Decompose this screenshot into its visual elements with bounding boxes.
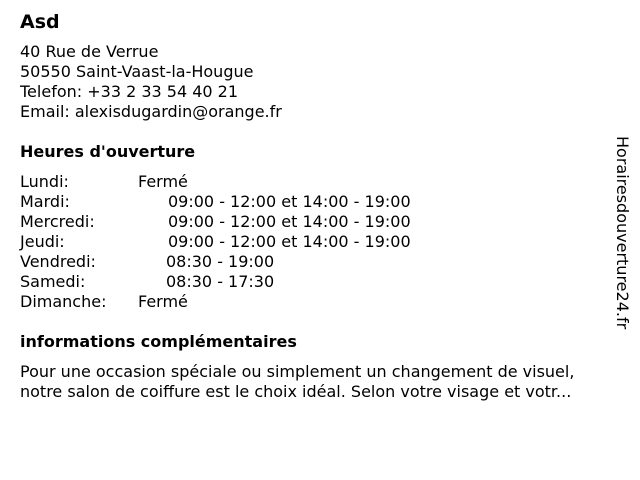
additional-info-text [20,362,620,402]
hours-row-sunday [20,292,620,312]
time-value: Fermé [138,292,188,311]
business-name: Asd [20,11,60,33]
address-city: 50550 Saint-Vaast-la-Hougue [20,62,254,81]
business-card [20,10,620,402]
time-value: 08:30 - 19:00 [166,252,275,271]
day-label: Mardi: [20,192,70,211]
email-line: Email: alexisdugardin@orange.fr [20,102,282,121]
phone-line: Telefon: +33 2 33 54 40 21 [20,82,239,101]
time-value: 09:00 - 12:00 et 14:00 - 19:00 [168,232,411,251]
hours-row-friday [20,252,620,272]
site-watermark: Horairesdouverture24.fr [613,136,632,330]
address-street: 40 Rue de Verrue [20,42,159,61]
day-label: Lundi: [20,172,69,191]
opening-hours-heading: Heures d'ouverture [20,142,196,161]
day-label: Jeudi: [20,232,65,251]
hours-row-thursday [20,232,620,252]
hours-row-wednesday [20,212,620,232]
day-label: Dimanche: [20,292,107,311]
time-value: 08:30 - 17:30 [166,272,275,291]
time-value: 09:00 - 12:00 et 14:00 - 19:00 [168,192,411,211]
time-value: 09:00 - 12:00 et 14:00 - 19:00 [168,212,411,231]
description-line: Pour une occasion spéciale ou simplement un changement de visuel, [20,362,575,381]
description-line: notre salon de coiffure est le choix idéal. Selon votre visage et votr... [20,382,572,401]
time-value: Fermé [138,172,188,191]
hours-row-saturday [20,272,620,292]
day-label: Samedi: [20,272,86,291]
additional-info-heading: informations complémentaires [20,332,297,351]
day-label: Vendredi: [20,252,96,271]
day-label: Mercredi: [20,212,95,231]
opening-hours-table [20,172,620,312]
hours-row-tuesday [20,192,620,212]
hours-row-monday [20,172,620,192]
contact-block [20,42,620,122]
